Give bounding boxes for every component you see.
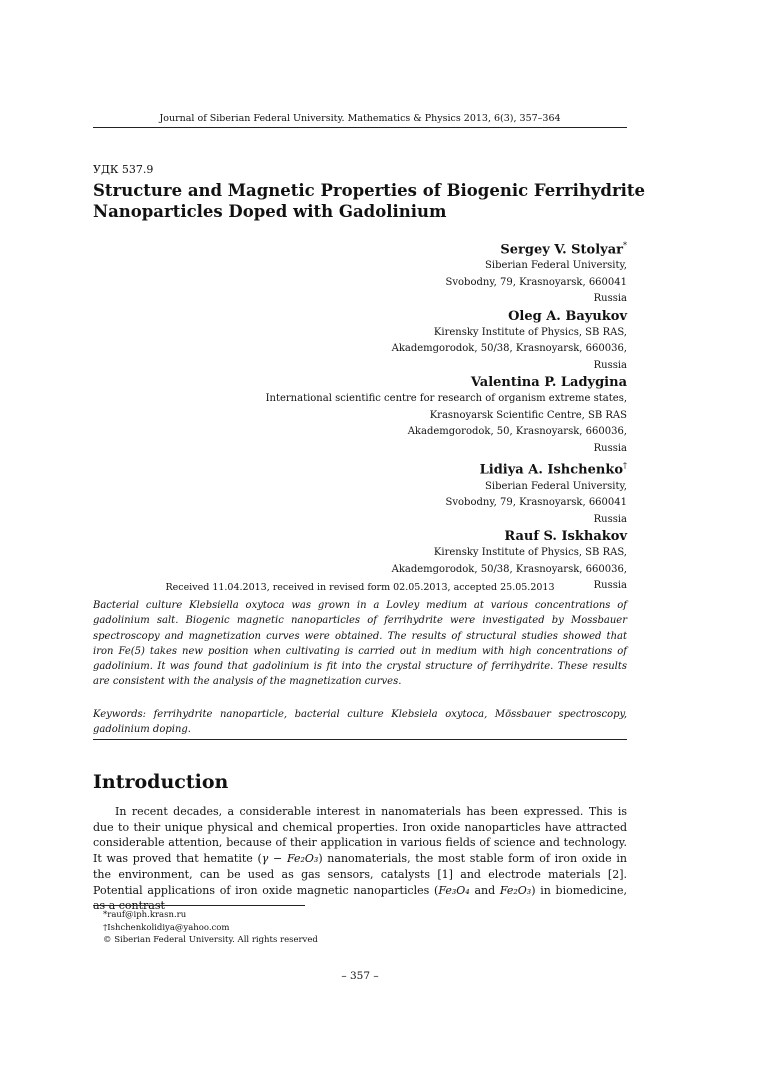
author-name: Sergey V. Stolyar*	[500, 241, 627, 258]
title-line-1: Structure and Magnetic Properties of Biogenic Ferrihydrite	[93, 181, 646, 200]
formula: γ − Fe₂O₃	[261, 852, 319, 866]
footnote-mark: *	[623, 241, 627, 250]
copyright-notice: © Siberian Federal University. All rights reserved	[103, 935, 318, 945]
author-block	[266, 237, 627, 308]
affiliation-line: Krasnoyarsk Scientific Centre, SB RAS	[429, 409, 627, 421]
author-block	[266, 374, 627, 457]
introduction-body	[93, 804, 627, 914]
affiliation-country: Russia	[593, 359, 627, 371]
abstract-rule	[93, 739, 627, 740]
affiliation-line: Akademgorodok, 50/38, Krasnoyarsk, 660036,	[391, 343, 627, 355]
affiliation-line: Kirensky Institute of Physics, SB RAS,	[433, 326, 627, 338]
author-name: Rauf S. Iskhakov	[504, 529, 627, 545]
footnote-email-2: †Ishchenkolidiya@yahoo.com	[103, 922, 230, 933]
journal-header: Journal of Siberian Federal University. Mathematics & Physics 2013, 6(3), 357–364	[159, 113, 561, 124]
affiliation-line: International scientific centre for research of organism extreme states,	[265, 393, 627, 405]
author-name: Valentina P. Ladygina	[470, 375, 627, 391]
footnotes	[103, 909, 318, 947]
title-line-2: Nanoparticles Doped with Gadolinium	[93, 202, 447, 221]
affiliation-line: Svobodny, 79, Krasnoyarsk, 660041	[445, 497, 627, 509]
affiliation-line: Kirensky Institute of Physics, SB RAS,	[433, 547, 627, 559]
affiliation-country: Russia	[593, 513, 627, 525]
author-name: Lidiya A. Ishchenko†	[479, 461, 627, 478]
affiliation-country: Russia	[593, 580, 627, 592]
formula: Fe₃O₄	[438, 883, 470, 897]
affiliation-country: Russia	[593, 442, 627, 454]
author-block	[266, 308, 627, 375]
footnote-rule	[93, 905, 305, 906]
affiliation-line: Siberian Federal University,	[485, 260, 627, 272]
keywords: Keywords: ferrihydrite nanoparticle, bacterial culture Klebsiela oxytoca, Mössbauer spectroscopy, gadolinium doping.	[93, 709, 627, 736]
received-dates: Received 11.04.2013, received in revised form 02.05.2013, accepted 25.05.2013	[165, 582, 555, 593]
author-list	[266, 237, 627, 595]
udk-code: УДК 537.9	[93, 163, 154, 176]
author-name: Oleg A. Bayukov	[508, 308, 627, 324]
page-number: – 357 –	[341, 970, 379, 982]
affiliation-line: Siberian Federal University,	[485, 480, 627, 492]
section-heading-introduction: Introduction	[93, 771, 229, 793]
footnote-mark: †	[623, 461, 627, 471]
affiliation-line: Akademgorodok, 50, Krasnoyarsk, 660036,	[407, 426, 627, 438]
affiliation-country: Russia	[593, 293, 627, 305]
footnote-email-1: *rauf@iph.krasn.ru	[103, 910, 187, 920]
abstract: Bacterial culture Klebsiella oxytoca was grown in a Lovley medium at various concentrations of gadolinium salt. Biogenic magnetic nanoparticles of ferrihydrite were investigated by Mossbauer spectroscopy and magnetization curves were obtained. The results of structural studies showed that iron Fe(5) takes new position when cultivating is carried out in medium with high concentrations of gadolinium. It was found that gadolinium is fit into the crystal structure of ferrihydrite. These results are consistent with the analysis of the magnetization curves.	[93, 600, 627, 688]
introduction-paragraph: In recent decades, a considerable interest in nanomaterials has been expressed. This is due to their unique physical and chemical properties. Iron oxide nanoparticles have attracted considerable attention, because of their application in various fields of science and technology. It was proved that hematite (γ − Fe₂O₃) nanomaterials, the most stable form of iron oxide in the environment, can be used as gas sensors, catalysts [1] and electrode materials [2]. Potential applications of iron oxide magnetic nanoparticles (Fe₃O₄ and Fe₂O₃) in biomedicine, as a contrast	[93, 805, 627, 913]
affiliation-line: Akademgorodok, 50/38, Krasnoyarsk, 660036,	[391, 563, 627, 575]
formula: Fe₂O₃	[499, 883, 532, 897]
paper-title	[93, 180, 653, 222]
header-rule	[93, 127, 627, 128]
affiliation-line: Svobodny, 79, Krasnoyarsk, 660041	[445, 276, 627, 288]
author-block	[266, 457, 627, 528]
